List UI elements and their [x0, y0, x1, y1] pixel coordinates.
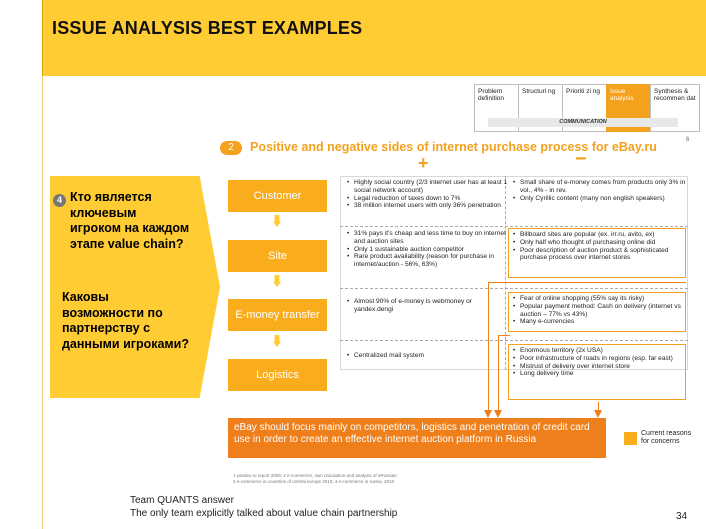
arrow-down-icon: [273, 215, 281, 227]
left-guide-line: [42, 76, 43, 529]
plus-sign: +: [418, 153, 429, 173]
list-item: • 31% pays it's cheap and less time to buy on internet and auction sites: [354, 230, 510, 246]
list-item: • Centralized mail system: [354, 352, 510, 360]
footnotes: [233, 473, 397, 485]
question-partnership: Каковы возможности по партнерству с данными игроками?: [62, 290, 190, 351]
page-title: ISSUE ANALYSIS BEST EXAMPLES: [52, 18, 363, 38]
list-item: • Almost 90% of e-money is webmoney or yandex.dengi: [354, 298, 510, 314]
stage-emoney-transfer: E-money transfer: [228, 299, 327, 331]
positives-logistics: [346, 352, 510, 360]
communication-bar: COMMUNICATION: [488, 118, 678, 127]
step-problem-definition: Problem definition: [474, 84, 522, 132]
positives-site: [346, 230, 510, 269]
positives-customer: [346, 179, 510, 210]
list-item: • Only half who thought of purchasing online did: [520, 239, 692, 247]
list-item: • Only Cyrillic content (many non english speakers): [520, 195, 692, 203]
list-item: • Rare product availability (reason for purchase in internet/auction - 56%, 63%): [354, 253, 510, 269]
list-item: • Many e-currencies: [520, 318, 692, 326]
list-item: • Mistrust of delivery over internet store: [520, 363, 692, 371]
step-synthesis: Synthesis & recommen dat: [650, 84, 700, 132]
step-prioritizing: Prioriti zi ng: [562, 84, 610, 132]
list-item: • Highly social country (2/3 internet user has at least 1 social network account): [354, 179, 510, 195]
page-number: 34: [676, 511, 688, 522]
step-structuring: Structuri ng: [518, 84, 566, 132]
footnote: 1 yandex.ru report 2009; 2 e-commerce, own calculation and analysis of eRussian: [233, 473, 397, 478]
list-item: • Poor infrastructure of roads in regions (esp. far east): [520, 355, 692, 363]
footer-team-note: [130, 494, 397, 520]
minus-sign: −: [575, 148, 587, 170]
stage-logistics: Logistics: [228, 359, 327, 391]
connector-line: [488, 282, 686, 416]
slide-corner-note: 6: [686, 137, 690, 143]
header-divider: [42, 0, 43, 76]
step-issue-analysis: Issue analysis: [606, 84, 654, 132]
legend-swatch: [624, 432, 637, 445]
team-comment: The only team explicitly talked about value chain partnership: [130, 508, 398, 519]
list-item: • Billboard sites are popular (ex. irr.ru, avito, ex): [520, 231, 692, 239]
grid-row-separator: [340, 226, 688, 227]
team-answer: Team QUANTS answer: [130, 495, 234, 506]
list-item: • Only 1 sustainable auction competitor: [354, 246, 510, 254]
arrow-down-icon: [273, 335, 281, 347]
process-steps: [474, 84, 694, 132]
question-badge: 4: [53, 194, 66, 207]
stage-customer: Customer: [228, 180, 327, 212]
positives-emoney: [346, 298, 510, 314]
question-key-players: Кто является ключевым игроком на каждом этапе value chain?: [70, 190, 190, 251]
stage-site: Site: [228, 240, 327, 272]
slide-title: Positive and negative sides of internet purchase process for eBay.ru: [250, 140, 657, 154]
negatives-customer: [512, 179, 692, 202]
connector-line: [498, 335, 510, 416]
footnote: 3 e-commerce in countries of central europe 2010; 4 e-commerce in russia, 2010: [233, 479, 395, 484]
list-item: • 38 million internet users with only 36% penetration: [354, 202, 510, 210]
list-item: • Small share of e-money comes from products only 3% in vol., 4% - in rev.: [520, 179, 692, 195]
legend-label: Current reasons for concerns: [641, 430, 692, 445]
list-item: • Long delivery time: [520, 370, 692, 378]
header-left-margin: [0, 0, 42, 76]
slide-badge: 2: [220, 141, 242, 155]
list-item: • Poor description of auction product & sophisticated purchase process over internet stores: [520, 247, 692, 263]
list-item: • Enormous territory (2x USA): [520, 347, 692, 355]
negatives-site: [512, 231, 692, 262]
list-item: • Popular payment method: Cash on delivery (internet vs auction – 77% vs 43%): [520, 303, 692, 319]
list-item: • Fear of online shopping (55% say its risky): [520, 295, 692, 303]
arrow-down-icon: [273, 275, 281, 287]
recommendation-box: eBay should focus mainly on competitors, logistics and penetration of credit card use in order to create an effective internet auction platform in Russia: [228, 418, 606, 458]
list-item: • Legal reduction of taxes down to 7%: [354, 195, 510, 203]
